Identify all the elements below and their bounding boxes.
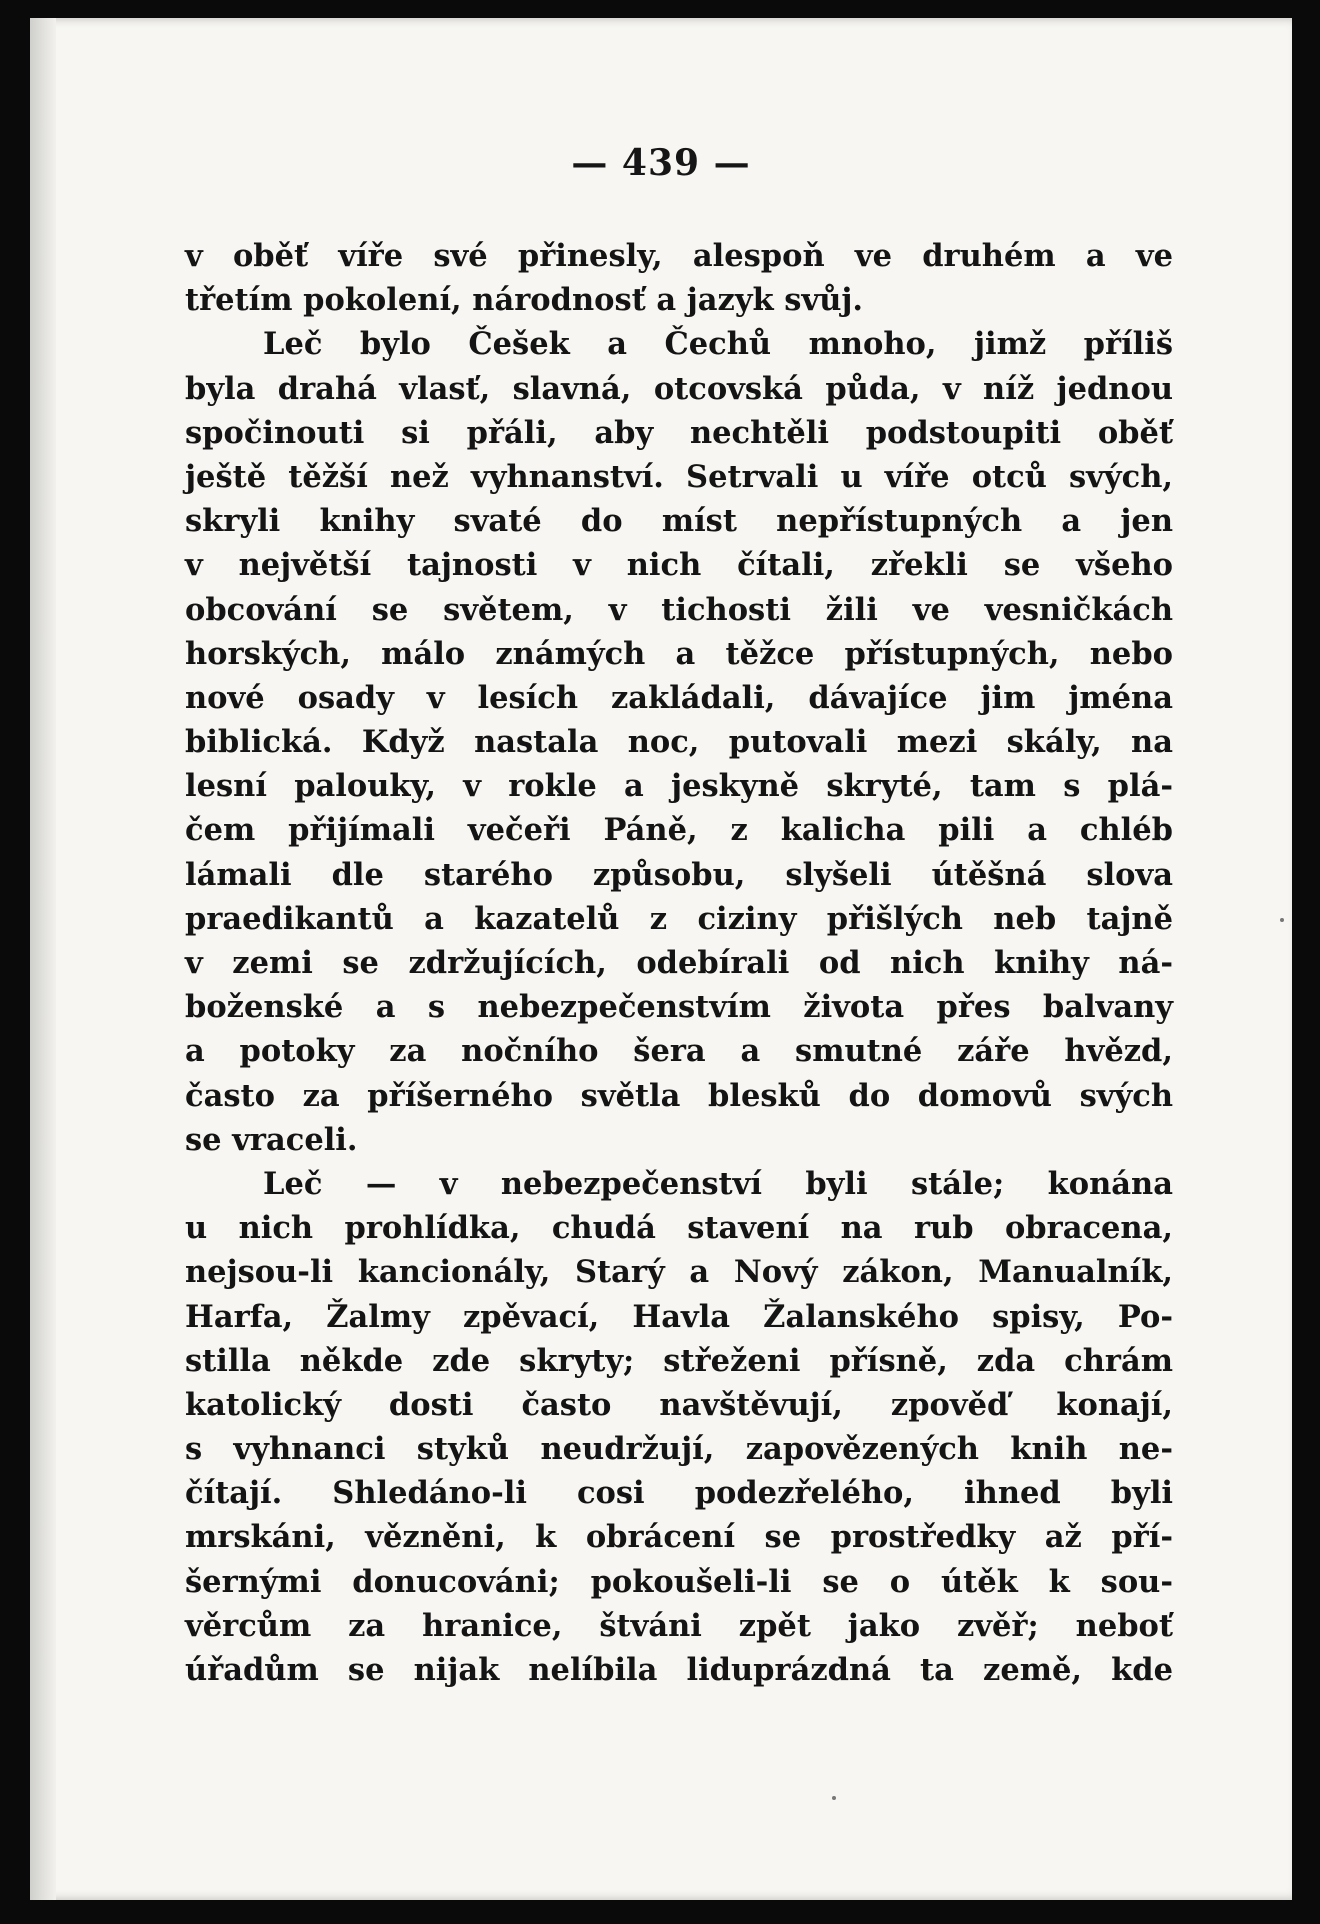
text-line: čítají. Shledáno-li cosi podezřelého, ihned byli: [185, 1475, 1173, 1512]
text-line: horských, málo známých a těžce přístupných, nebo: [185, 635, 1173, 672]
text-line: mrskáni, vězněni, k obrácení se prostředky až pří-: [185, 1519, 1173, 1556]
text-line: a potoky za nočního šera a smutné záře hvězd,: [185, 1033, 1173, 1070]
body-text: [185, 234, 1173, 1692]
text-line: boženské a s nebezpečenstvím života přes balvany: [185, 989, 1173, 1026]
book-page: [30, 18, 1292, 1900]
text-line: Leč bylo Češek a Čechů mnoho, jimž příliš: [263, 326, 1173, 363]
page-gutter-shadow: [30, 18, 56, 1900]
text-line: stilla někde zde skryty; střeženi přísně, zda chrám: [185, 1342, 1173, 1379]
text-line: v oběť víře své přinesly, alespoň ve druhém a ve: [185, 238, 1173, 274]
text-line: nejsou-li kancionály, Starý a Nový zákon, Manualník,: [185, 1254, 1173, 1291]
text-line: v zemi se zdržujících, odebírali od nich knihy ná-: [185, 945, 1173, 981]
text-line: ještě těžší než vyhnanství. Setrvali u víře otců svých,: [185, 458, 1173, 495]
text-line: nové osady v lesích zakládali, dávajíce jim jména: [185, 679, 1173, 716]
paper-speck: [832, 1796, 836, 1800]
text-line: biblická. Když nastala noc, putovali mezi skály, na: [185, 724, 1173, 761]
text-line: katolický dosti často navštěvují, zpověď konají,: [185, 1386, 1173, 1423]
text-line: Leč — v nebezpečenství byli stále; konána: [263, 1165, 1173, 1202]
text-line: lesní palouky, v rokle a jeskyně skryté, tam s plá-: [185, 768, 1173, 805]
text-line: s vyhnanci styků neudržují, zapovězených knih ne-: [185, 1431, 1173, 1468]
text-line: věrcům za hranice, štváni zpět jako zvěř; neboť: [185, 1607, 1173, 1644]
text-line: lámali dle starého způsobu, slyšeli útěšná slova: [185, 856, 1173, 893]
text-line: u nich prohlídka, chudá stavení na rub obracena,: [185, 1210, 1173, 1247]
text-line: v největší tajnosti v nich čítali, zřekli se všeho: [185, 547, 1173, 584]
text-line: úřadům se nijak nelíbila liduprázdná ta země, kde: [185, 1652, 1173, 1688]
page-number: — 439 —: [571, 142, 751, 184]
text-line: obcování se světem, v tichosti žili ve vesničkách: [185, 591, 1173, 628]
text-line: praedikantů a kazatelů z ciziny přišlých neb tajně: [185, 900, 1173, 937]
text-line: byla drahá vlasť, slavná, otcovská půda, v níž jednou: [185, 370, 1173, 407]
text-line: Harfa, Žalmy zpěvací, Havla Žalanského spisy, Po-: [185, 1298, 1173, 1335]
text-line: se vraceli.: [185, 1121, 358, 1158]
text-line: třetím pokolení, národnosť a jazyk svůj.: [185, 282, 864, 319]
text-line: spočinouti si přáli, aby nechtěli podstoupiti oběť: [185, 414, 1173, 451]
text-line: často za příšerného světla blesků do domovů svých: [185, 1077, 1173, 1114]
paper-speck: [1280, 918, 1284, 922]
text-line: šernými donucováni; pokoušeli-li se o útěk k sou-: [185, 1563, 1173, 1600]
text-line: čem přijímali večeři Páně, z kalicha pili a chléb: [185, 812, 1173, 849]
text-line: skryli knihy svaté do míst nepřístupných a jen: [185, 503, 1173, 540]
